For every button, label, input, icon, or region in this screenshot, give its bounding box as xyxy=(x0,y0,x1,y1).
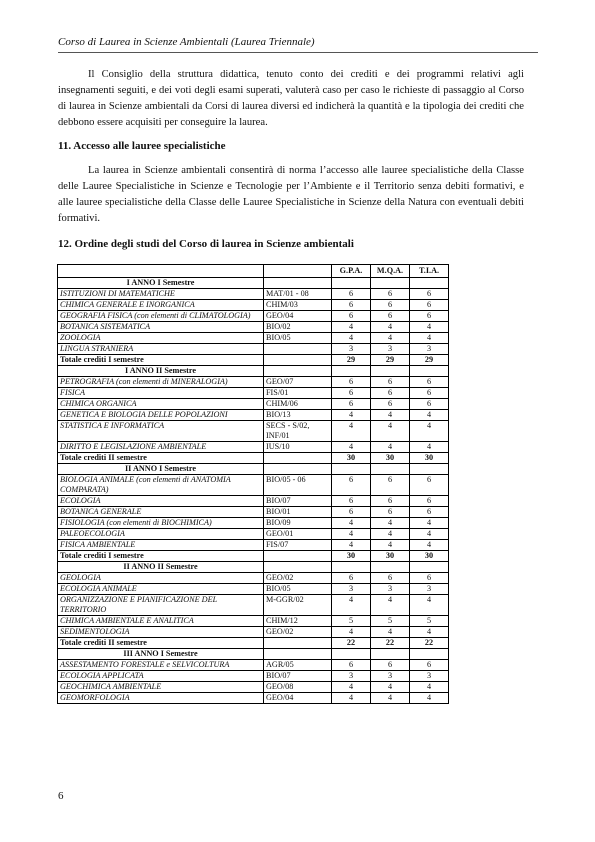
course-name: GEOGRAFIA FISICA (con elementi di CLIMATOLOGIA) xyxy=(58,311,264,322)
credits-gpa: 6 xyxy=(332,507,371,518)
course-row xyxy=(58,475,449,496)
credits-tia: 6 xyxy=(410,377,449,388)
course-name: ECOLOGIA APPLICATA xyxy=(58,671,264,682)
heading-section-11: 11. Accesso alle lauree specialistiche xyxy=(58,140,226,152)
credits-mqa: 4 xyxy=(371,410,410,421)
credits-tia: 30 xyxy=(410,453,449,464)
credits-mqa: 4 xyxy=(371,421,410,442)
empty-cell xyxy=(410,366,449,377)
course-row xyxy=(58,540,449,551)
credits-tia: 4 xyxy=(410,529,449,540)
credits-tia: 6 xyxy=(410,475,449,496)
course-name: PETROGRAFIA (con elementi di MINERALOGIA) xyxy=(58,377,264,388)
credits-mqa: 6 xyxy=(371,660,410,671)
course-name: ISTITUZIONI DI MATEMATICHE xyxy=(58,289,264,300)
course-code: CHIM/03 xyxy=(264,300,332,311)
empty-cell xyxy=(410,278,449,289)
credits-tia: 6 xyxy=(410,660,449,671)
course-row xyxy=(58,333,449,344)
credits-gpa: 30 xyxy=(332,453,371,464)
credits-tia: 6 xyxy=(410,399,449,410)
header-cell-mqa: M.Q.A. xyxy=(371,265,410,278)
credits-mqa: 6 xyxy=(371,300,410,311)
credits-gpa: 22 xyxy=(332,638,371,649)
semester-header-row xyxy=(58,366,449,377)
semester-title: II ANNO I Semestre xyxy=(58,464,264,475)
paragraph-access: La laurea in Scienze ambientali consentirà di norma l’accesso alle lauree specialistiche della Classe delle Lauree Specialistiche in Scienze e Tecnologie per l’Ambiente e il Territorio senza debiti formativi, e alle lauree specialistiche della Classe delle Lauree Specialistiche in Scienze della Natura con eventuali debiti formativi. xyxy=(58,165,524,224)
credits-tia: 4 xyxy=(410,410,449,421)
semester-title: II ANNO II Semestre xyxy=(58,562,264,573)
credits-mqa: 6 xyxy=(371,507,410,518)
course-name: STATISTICA E INFORMATICA xyxy=(58,421,264,442)
empty-cell xyxy=(264,649,332,660)
credits-mqa: 30 xyxy=(371,453,410,464)
credits-gpa: 4 xyxy=(332,540,371,551)
course-row xyxy=(58,682,449,693)
credits-gpa: 4 xyxy=(332,693,371,704)
credits-tia: 6 xyxy=(410,507,449,518)
course-code: GEO/04 xyxy=(264,311,332,322)
credits-mqa: 29 xyxy=(371,355,410,366)
header-cell-code xyxy=(264,265,332,278)
credits-tia: 6 xyxy=(410,388,449,399)
credits-gpa: 4 xyxy=(332,442,371,453)
credits-mqa: 4 xyxy=(371,529,410,540)
credits-mqa: 6 xyxy=(371,475,410,496)
course-row xyxy=(58,584,449,595)
course-code: GEO/02 xyxy=(264,627,332,638)
course-name: GEOMORFOLOGIA xyxy=(58,693,264,704)
course-code: BIO/13 xyxy=(264,410,332,421)
course-code: BIO/05 xyxy=(264,584,332,595)
course-code: GEO/01 xyxy=(264,529,332,540)
course-name: GEOLOGIA xyxy=(58,573,264,584)
credits-gpa: 4 xyxy=(332,421,371,442)
credits-gpa: 6 xyxy=(332,311,371,322)
empty-cell xyxy=(264,453,332,464)
credits-tia: 4 xyxy=(410,333,449,344)
credits-gpa: 3 xyxy=(332,671,371,682)
credits-gpa: 4 xyxy=(332,518,371,529)
credits-gpa: 30 xyxy=(332,551,371,562)
credits-tia: 6 xyxy=(410,289,449,300)
credits-mqa: 3 xyxy=(371,584,410,595)
paragraph-transfer: Il Consiglio della struttura didattica, tenuto conto dei crediti e dei programmi relativi agli insegnamenti seguiti, e dei voti degli esami superati, valuterà caso per caso le richieste di passaggio al Corso di laurea in Scienze ambientali da Corsi di laurea diversi ed indicherà la quantità e la tipologia dei crediti che debbono essere acquisiti per conseguire la laurea. xyxy=(58,69,524,128)
empty-cell xyxy=(264,464,332,475)
semester-header-row xyxy=(58,562,449,573)
course-code: FIS/07 xyxy=(264,540,332,551)
credits-gpa: 4 xyxy=(332,529,371,540)
course-row xyxy=(58,595,449,616)
empty-cell xyxy=(264,366,332,377)
course-name: CHIMICA AMBIENTALE E ANALITICA xyxy=(58,616,264,627)
credits-gpa: 3 xyxy=(332,344,371,355)
course-row xyxy=(58,344,449,355)
credits-tia: 4 xyxy=(410,421,449,442)
semester-header-row xyxy=(58,649,449,660)
header-rule xyxy=(58,52,538,53)
credits-mqa: 4 xyxy=(371,322,410,333)
course-code: SECS - S/02, INF/01 xyxy=(264,421,332,442)
course-name: ORGANIZZAZIONE E PIANIFICAZIONE DEL TERRITORIO xyxy=(58,595,264,616)
credits-tia: 6 xyxy=(410,496,449,507)
credits-tia: 30 xyxy=(410,551,449,562)
course-code xyxy=(264,344,332,355)
credits-gpa: 6 xyxy=(332,388,371,399)
course-row xyxy=(58,693,449,704)
course-code: FIS/01 xyxy=(264,388,332,399)
empty-cell xyxy=(371,366,410,377)
course-code: BIO/05 xyxy=(264,333,332,344)
empty-cell xyxy=(371,649,410,660)
semester-title: I ANNO I Semestre xyxy=(58,278,264,289)
course-name: GENETICA E BIOLOGIA DELLE POPOLAZIONI xyxy=(58,410,264,421)
course-code: CHIM/12 xyxy=(264,616,332,627)
course-code: GEO/04 xyxy=(264,693,332,704)
credits-mqa: 4 xyxy=(371,540,410,551)
credits-tia: 6 xyxy=(410,573,449,584)
empty-cell xyxy=(264,355,332,366)
empty-cell xyxy=(410,649,449,660)
total-label: Totale crediti I semestre xyxy=(58,551,264,562)
course-code: BIO/07 xyxy=(264,496,332,507)
semester-total-row xyxy=(58,453,449,464)
course-row xyxy=(58,660,449,671)
course-name: CHIMICA GENERALE E INORGANICA xyxy=(58,300,264,311)
credits-mqa: 4 xyxy=(371,595,410,616)
credits-tia: 22 xyxy=(410,638,449,649)
empty-cell xyxy=(332,464,371,475)
course-code: CHIM/06 xyxy=(264,399,332,410)
credits-tia: 4 xyxy=(410,518,449,529)
course-code: BIO/07 xyxy=(264,671,332,682)
course-code: BIO/01 xyxy=(264,507,332,518)
credits-mqa: 6 xyxy=(371,399,410,410)
empty-cell xyxy=(371,278,410,289)
course-code: M-GGR/02 xyxy=(264,595,332,616)
table-header-row xyxy=(58,265,449,278)
study-plan-table xyxy=(57,264,449,704)
study-plan-table-body xyxy=(58,265,449,704)
credits-gpa: 6 xyxy=(332,377,371,388)
course-row xyxy=(58,507,449,518)
semester-total-row xyxy=(58,355,449,366)
credits-tia: 5 xyxy=(410,616,449,627)
course-name: FISICA xyxy=(58,388,264,399)
course-name: ASSESTAMENTO FORESTALE e SELVICOLTURA xyxy=(58,660,264,671)
course-code: GEO/08 xyxy=(264,682,332,693)
credits-mqa: 4 xyxy=(371,518,410,529)
credits-tia: 4 xyxy=(410,693,449,704)
running-head: Corso di Laurea in Scienze Ambientali (Laurea Triennale) xyxy=(58,36,315,48)
credits-gpa: 5 xyxy=(332,616,371,627)
empty-cell xyxy=(264,551,332,562)
empty-cell xyxy=(371,562,410,573)
credits-gpa: 6 xyxy=(332,300,371,311)
semester-header-row xyxy=(58,278,449,289)
credits-tia: 3 xyxy=(410,671,449,682)
credits-mqa: 30 xyxy=(371,551,410,562)
course-code: BIO/09 xyxy=(264,518,332,529)
empty-cell xyxy=(410,464,449,475)
empty-cell xyxy=(264,638,332,649)
credits-mqa: 6 xyxy=(371,311,410,322)
course-code: IUS/10 xyxy=(264,442,332,453)
credits-tia: 6 xyxy=(410,300,449,311)
empty-cell xyxy=(332,649,371,660)
course-name: FISIOLOGIA (con elementi di BIOCHIMICA) xyxy=(58,518,264,529)
course-code: BIO/05 - 06 xyxy=(264,475,332,496)
course-row xyxy=(58,388,449,399)
credits-gpa: 4 xyxy=(332,627,371,638)
credits-mqa: 5 xyxy=(371,616,410,627)
credits-mqa: 4 xyxy=(371,442,410,453)
credits-tia: 4 xyxy=(410,682,449,693)
course-row xyxy=(58,300,449,311)
course-name: CHIMICA ORGANICA xyxy=(58,399,264,410)
credits-mqa: 6 xyxy=(371,377,410,388)
credits-gpa: 6 xyxy=(332,289,371,300)
course-row xyxy=(58,496,449,507)
credits-mqa: 6 xyxy=(371,573,410,584)
credits-gpa: 4 xyxy=(332,333,371,344)
course-name: SEDIMENTOLOGIA xyxy=(58,627,264,638)
course-code: AGR/05 xyxy=(264,660,332,671)
total-label: Totale crediti I semestre xyxy=(58,355,264,366)
credits-gpa: 6 xyxy=(332,496,371,507)
course-name: PALEOECOLOGIA xyxy=(58,529,264,540)
semester-title: I ANNO II Semestre xyxy=(58,366,264,377)
credits-gpa: 6 xyxy=(332,660,371,671)
course-row xyxy=(58,399,449,410)
credits-gpa: 4 xyxy=(332,410,371,421)
credits-gpa: 6 xyxy=(332,573,371,584)
course-row xyxy=(58,442,449,453)
total-label: Totale crediti II semestre xyxy=(58,453,264,464)
credits-mqa: 6 xyxy=(371,496,410,507)
course-row xyxy=(58,410,449,421)
course-name: BOTANICA SISTEMATICA xyxy=(58,322,264,333)
course-row xyxy=(58,289,449,300)
semester-header-row xyxy=(58,464,449,475)
course-name: FISICA AMBIENTALE xyxy=(58,540,264,551)
course-code: GEO/07 xyxy=(264,377,332,388)
course-name: ECOLOGIA xyxy=(58,496,264,507)
course-row xyxy=(58,616,449,627)
header-cell-tia: T.I.A. xyxy=(410,265,449,278)
empty-cell xyxy=(264,562,332,573)
semester-total-row xyxy=(58,551,449,562)
credits-gpa: 6 xyxy=(332,399,371,410)
credits-gpa: 6 xyxy=(332,475,371,496)
credits-mqa: 22 xyxy=(371,638,410,649)
credits-gpa: 4 xyxy=(332,595,371,616)
credits-mqa: 4 xyxy=(371,693,410,704)
course-row xyxy=(58,518,449,529)
header-cell-gpa: G.P.A. xyxy=(332,265,371,278)
course-row xyxy=(58,421,449,442)
course-name: ZOOLOGIA xyxy=(58,333,264,344)
empty-cell xyxy=(264,278,332,289)
credits-tia: 4 xyxy=(410,540,449,551)
credits-tia: 4 xyxy=(410,442,449,453)
total-label: Totale crediti II semestre xyxy=(58,638,264,649)
credits-tia: 4 xyxy=(410,595,449,616)
credits-gpa: 4 xyxy=(332,682,371,693)
semester-total-row xyxy=(58,638,449,649)
course-code: GEO/02 xyxy=(264,573,332,584)
course-row xyxy=(58,311,449,322)
credits-mqa: 4 xyxy=(371,682,410,693)
course-name: BOTANICA GENERALE xyxy=(58,507,264,518)
credits-tia: 6 xyxy=(410,311,449,322)
heading-section-12: 12. Ordine degli studi del Corso di laurea in Scienze ambientali xyxy=(58,238,354,250)
credits-gpa: 4 xyxy=(332,322,371,333)
empty-cell xyxy=(410,562,449,573)
credits-mqa: 3 xyxy=(371,671,410,682)
credits-tia: 3 xyxy=(410,584,449,595)
credits-mqa: 3 xyxy=(371,344,410,355)
empty-cell xyxy=(332,562,371,573)
course-row xyxy=(58,573,449,584)
credits-gpa: 29 xyxy=(332,355,371,366)
credits-mqa: 4 xyxy=(371,333,410,344)
course-name: LINGUA STRANIERA xyxy=(58,344,264,355)
course-row xyxy=(58,322,449,333)
header-cell-course xyxy=(58,265,264,278)
credits-tia: 29 xyxy=(410,355,449,366)
credits-tia: 3 xyxy=(410,344,449,355)
credits-gpa: 3 xyxy=(332,584,371,595)
credits-tia: 4 xyxy=(410,627,449,638)
course-name: DIRITTO E LEGISLAZIONE AMBIENTALE xyxy=(58,442,264,453)
empty-cell xyxy=(332,366,371,377)
course-row xyxy=(58,377,449,388)
credits-tia: 4 xyxy=(410,322,449,333)
credits-mqa: 4 xyxy=(371,627,410,638)
credits-mqa: 6 xyxy=(371,388,410,399)
semester-title: III ANNO I Semestre xyxy=(58,649,264,660)
empty-cell xyxy=(332,278,371,289)
course-name: BIOLOGIA ANIMALE (con elementi di ANATOMIA COMPARATA) xyxy=(58,475,264,496)
course-row xyxy=(58,627,449,638)
course-row xyxy=(58,671,449,682)
credits-mqa: 6 xyxy=(371,289,410,300)
page-number: 6 xyxy=(58,790,64,802)
course-code: MAT/01 - 08 xyxy=(264,289,332,300)
course-code: BIO/02 xyxy=(264,322,332,333)
course-name: ECOLOGIA ANIMALE xyxy=(58,584,264,595)
course-name: GEOCHIMICA AMBIENTALE xyxy=(58,682,264,693)
empty-cell xyxy=(371,464,410,475)
course-row xyxy=(58,529,449,540)
